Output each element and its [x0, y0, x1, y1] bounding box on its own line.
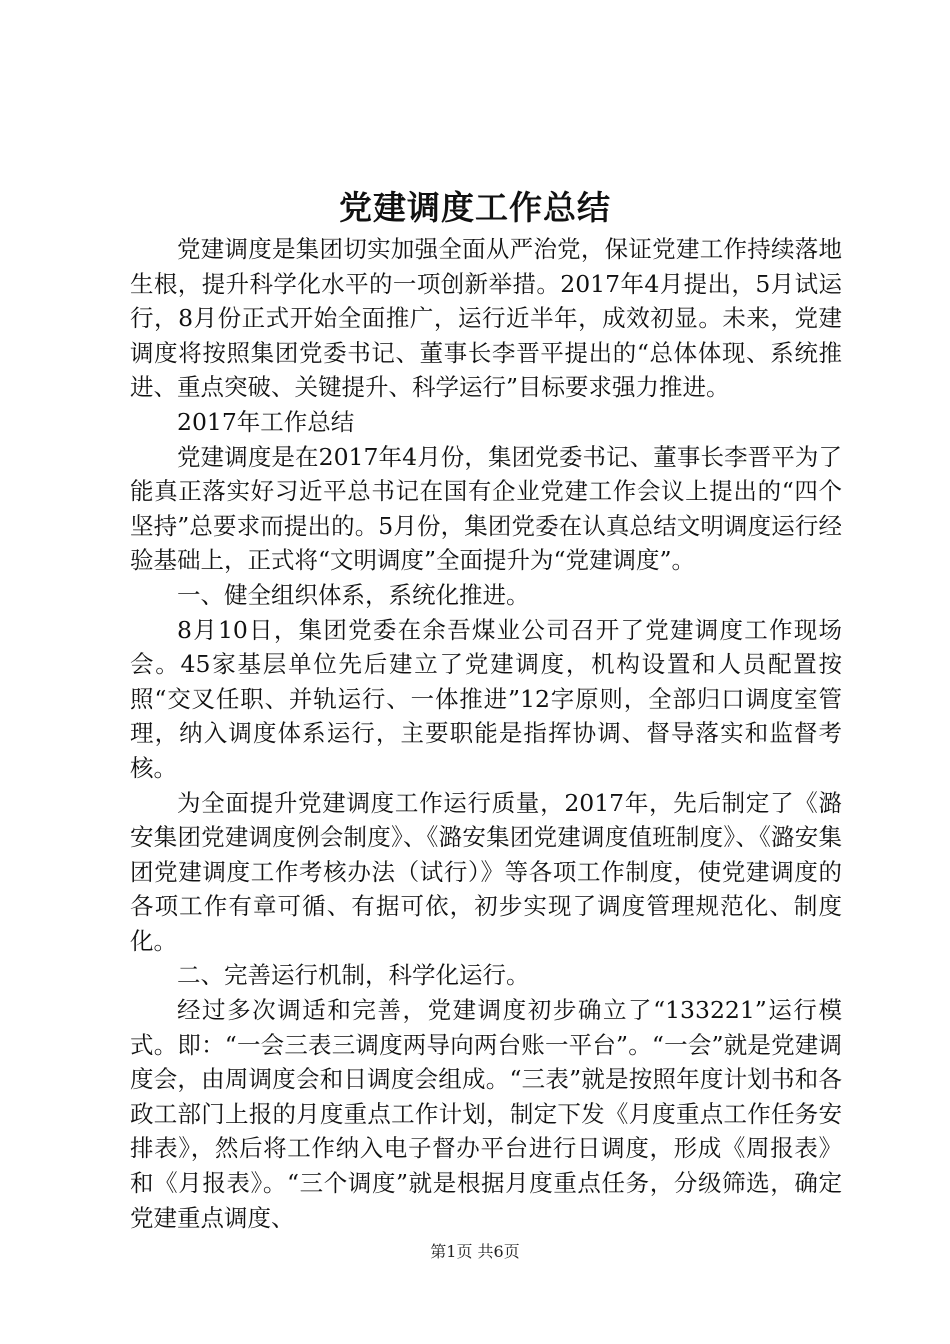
section-heading-mechanism: 二、完善运行机制，科学化运行。 [177, 961, 530, 990]
paragraph-regulations: 为全面提升党建调度工作运行质量，2017年，先后制定了《潞安集团党建调度例会制度》、《潞安集团党建调度值班制度》、《潞安集团党建调度工作考核办法（试行）》等各项工作制度，使党建调度的各项工作有章可循、有据可依，初步实现了调度管理规范化、制度化。 [130, 788, 842, 955]
paragraph-origin: 党建调度是在2017年4月份，集团党委书记、董事长李晋平为了能真正落实好习近平总书记在国有企业党建工作会议上提出的“四个坚持”总要求而提出的。5月份，集团党委在认真总结文明调度运行经验基础上，正式将“文明调度”全面提升为“党建调度”。 [130, 442, 842, 575]
paragraph-meeting: 8月10日，集团党委在余吾煤业公司召开了党建调度工作现场会。45家基层单位先后建立了党建调度，机构设置和人员配置按照“交叉任职、并轨运行、一体推进”12字原则，全部归口调度室管理，纳入调度体系运行，主要职能是指挥协调、督导落实和监督考核。 [130, 615, 842, 782]
section-heading-organization: 一、健全组织体系，系统化推进。 [177, 580, 530, 609]
document-body [130, 232, 842, 1235]
paragraph-operation-mode: 经过多次调适和完善，党建调度初步确立了“133221”运行模式。即：“一会三表三调度两导向两台账一平台”。“一会”就是党建调度会，由周调度会和日调度会组成。“三表”就是按照年度计划书和各政工部门上报的月度重点工作计划，制定下发《月度重点工作任务安排表》，然后将工作纳入电子督办平台进行日调度，形成《周报表》和《月报表》。“三个调度”就是根据月度重点任务，分级筛选，确定党建重点调度、 [130, 996, 842, 1232]
paragraph-intro: 党建调度是集团切实加强全面从严治党，保证党建工作持续落地生根，提升科学化水平的一项创新举措。2017年4月提出，5月试运行，8月份正式开始全面推广，运行近半年，成效初显。未来，党建调度将按照集团党委书记、董事长李晋平提出的“总体体现、系统推进、重点突破、关键提升、科学运行”目标要求强力推进。 [130, 235, 842, 402]
section-heading-2017-summary: 2017年工作总结 [177, 407, 355, 436]
document-title: 党建调度工作总结 [339, 188, 611, 227]
page-number-footer: 第1页 共6页 [430, 1242, 520, 1261]
